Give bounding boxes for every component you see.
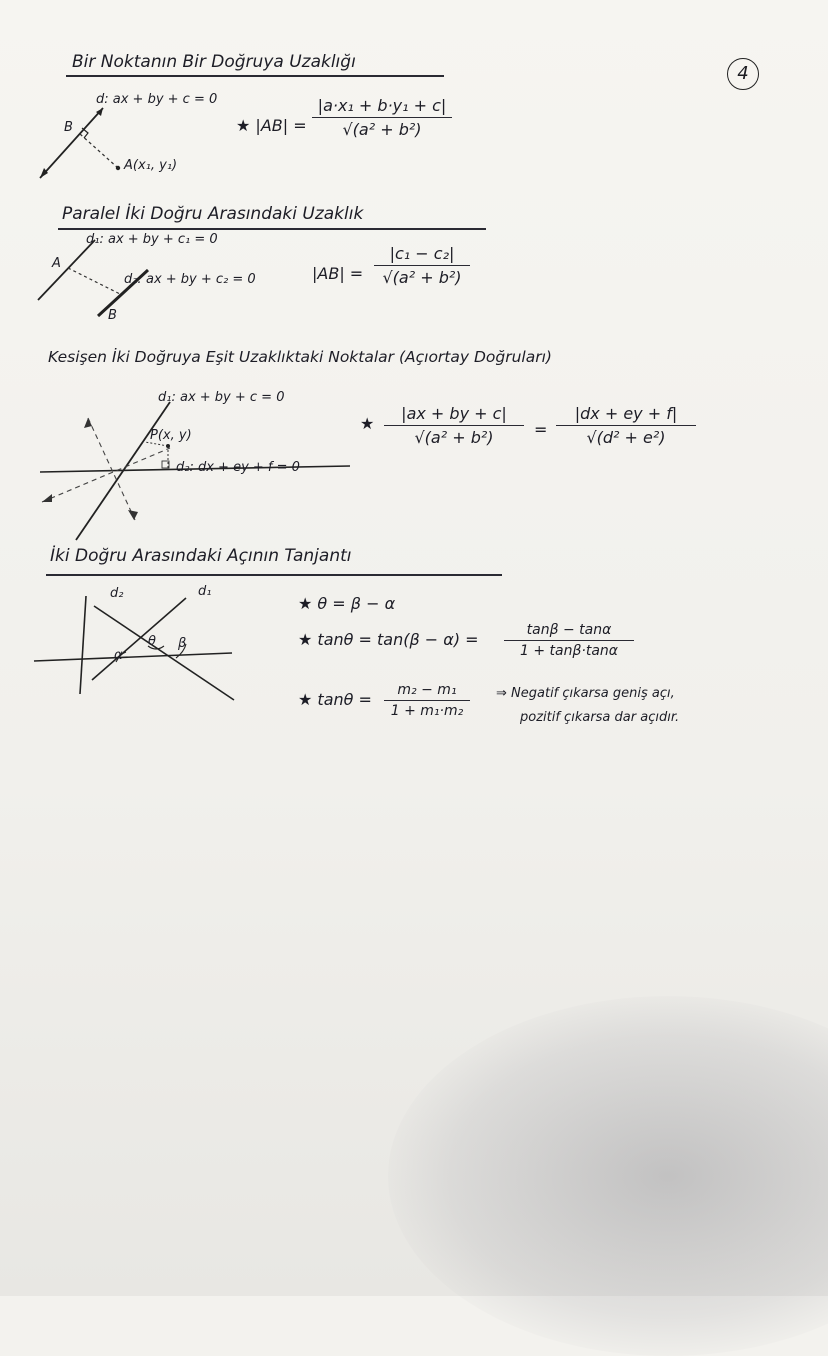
section4-beta: β — [178, 636, 187, 651]
section2-point-b: B — [108, 308, 117, 323]
section4-formula-2-fraction — [504, 622, 634, 659]
section1-title: Bir Noktanın Bir Doğruya Uzaklığı — [72, 52, 356, 72]
section3-title: Kesişen İki Doğruya Eşit Uzaklıktaki Noktalar (Açıortay Doğruları) — [48, 348, 552, 366]
section1-diagram — [40, 108, 120, 178]
section4-formula-2-lhs: ★ tanθ = tan(β − α) = — [298, 630, 479, 649]
section4-formula-3-fraction — [384, 682, 470, 719]
section2-formula-num: |c₁ − c₂| — [374, 244, 470, 266]
section2-point-a: A — [52, 256, 61, 271]
section2-line1-label: d₁: ax + by + c₁ = 0 — [86, 232, 218, 247]
section4-underline — [46, 574, 502, 576]
section4-formula-2-den: 1 + tanβ·tanα — [519, 643, 619, 659]
section4-formula-3-lhs: ★ tanθ = — [298, 690, 372, 709]
section2-formula-lhs: |AB| = — [312, 264, 364, 283]
section4-note-1: ⇒ Negatif çıkarsa geniş açı, — [496, 686, 675, 701]
section3-line1-label: d₁: ax + by + c = 0 — [158, 390, 285, 405]
section4-note-2: pozitif çıkarsa dar açıdır. — [520, 710, 680, 725]
section3-rhs-num: |dx + ey + f| — [556, 404, 696, 426]
section4-theta: θ — [148, 634, 156, 649]
section1-formula-den: √(a² + b²) — [342, 120, 422, 139]
section2-fraction — [374, 244, 470, 287]
section3-line2-label: d₂: dx + ey + f = 0 — [176, 460, 300, 475]
section4-d2-label: d₂ — [110, 586, 124, 601]
section3-equals: = — [534, 420, 548, 439]
section1-formula-lhs: ★ |AB| = — [236, 116, 307, 135]
page-number: 4 — [727, 58, 759, 90]
section4-alpha: α — [114, 648, 123, 663]
section3-star: ★ — [360, 414, 375, 433]
section4-formula-3-num: m₂ − m₁ — [384, 682, 470, 701]
section1-line-label: d: ax + by + c = 0 — [96, 92, 218, 107]
section3-point-p: P(x, y) — [150, 428, 192, 443]
section2-title: Paralel İki Doğru Arasındaki Uzaklık — [62, 204, 364, 224]
section4-d1-label: d₁ — [198, 584, 212, 599]
section3-rhs-den: √(d² + e²) — [586, 428, 666, 447]
section4-formula-2-num: tanβ − tanα — [504, 622, 634, 641]
section1-fraction — [312, 96, 452, 139]
section3-lhs-fraction — [384, 404, 524, 447]
section1-formula-num: |a·x₁ + b·y₁ + c| — [312, 96, 452, 118]
section4-title: İki Doğru Arasındaki Açının Tanjantı — [50, 546, 352, 566]
section4-formula-3-den: 1 + m₁·m₂ — [390, 703, 464, 719]
section2-underline — [58, 228, 486, 230]
section3-lhs-den: √(a² + b²) — [414, 428, 494, 447]
section3-rhs-fraction — [556, 404, 696, 447]
section3-lhs-num: |ax + by + c| — [384, 404, 524, 426]
section1-point-b: B — [64, 120, 73, 135]
section2-formula-den: √(a² + b²) — [382, 268, 462, 287]
section4-formula-1: ★ θ = β − α — [298, 594, 396, 613]
section2-line2-label: d₂: ax + by + c₂ = 0 — [124, 272, 256, 287]
section1-point-a: A(x₁, y₁) — [124, 158, 178, 173]
section4-diagram — [34, 596, 234, 700]
